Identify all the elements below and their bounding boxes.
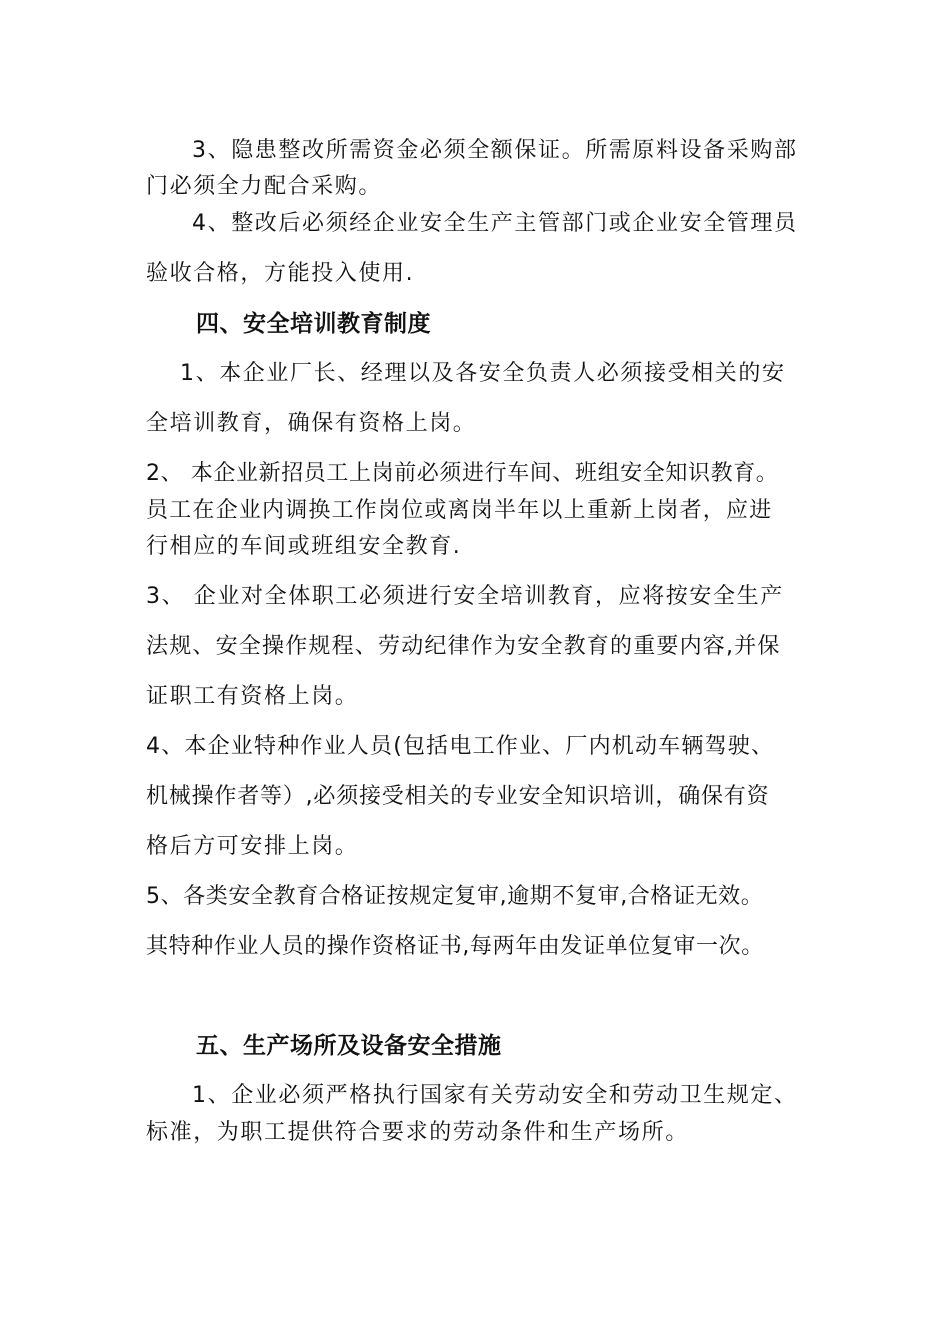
paragraph-line: 全培训教育，确保有资格上岗。 bbox=[146, 411, 477, 436]
paragraph-line: 机械操作者等）,必须接受相关的专业安全知识培训，确保有资 bbox=[146, 784, 770, 809]
paragraph-line: 1、企业必须严格执行国家有关劳动安全和劳动卫生规定、 bbox=[192, 1083, 798, 1108]
section-heading-4: 四、安全培训教育制度 bbox=[196, 311, 431, 337]
paragraph-line: 3、 企业对全体职工必须进行安全培训教育，应将按安全生产 bbox=[146, 584, 784, 609]
paragraph-line: 格后方可安排上岗。 bbox=[146, 834, 359, 859]
paragraph-line: 其特种作业人员的操作资格证书,每两年由发证单位复审一次。 bbox=[146, 934, 764, 959]
paragraph-line: 5、各类安全教育合格证按规定复审,逾期不复审,合格证无效。 bbox=[146, 884, 764, 909]
paragraph-line: 4、整改后必须经企业安全生产主管部门或企业安全管理员 bbox=[192, 211, 798, 236]
paragraph-line: 员工在企业内调换工作岗位或离岗半年以上重新上岗者，应进 bbox=[146, 498, 773, 523]
paragraph-line: 1、本企业厂长、经理以及各安全负责人必须接受相关的安 bbox=[180, 361, 786, 386]
paragraph-line: 标准，为职工提供符合要求的劳动条件和生产场所。 bbox=[146, 1120, 689, 1145]
section-heading-5: 五、生产场所及设备安全措施 bbox=[196, 1033, 502, 1059]
paragraph-line: 门必须全力配合采购。 bbox=[146, 174, 383, 199]
paragraph-line: 法规、安全操作规程、劳动纪律作为安全教育的重要内容,并保 bbox=[146, 634, 781, 659]
paragraph-line: 4、本企业特种作业人员(包括电工作业、厂内机动车辆驾驶、 bbox=[146, 734, 775, 759]
paragraph-line: 行相应的车间或班组安全教育. bbox=[146, 534, 462, 559]
paragraph-line: 验收合格，方能投入使用. bbox=[146, 261, 415, 286]
paragraph-line: 2、 本企业新招员工上岗前必须进行车间、班组安全知识教育。 bbox=[146, 461, 779, 486]
paragraph-line: 3、隐患整改所需资金必须全额保证。所需原料设备采购部 bbox=[192, 138, 798, 163]
paragraph-line: 证职工有资格上岗。 bbox=[146, 684, 359, 709]
